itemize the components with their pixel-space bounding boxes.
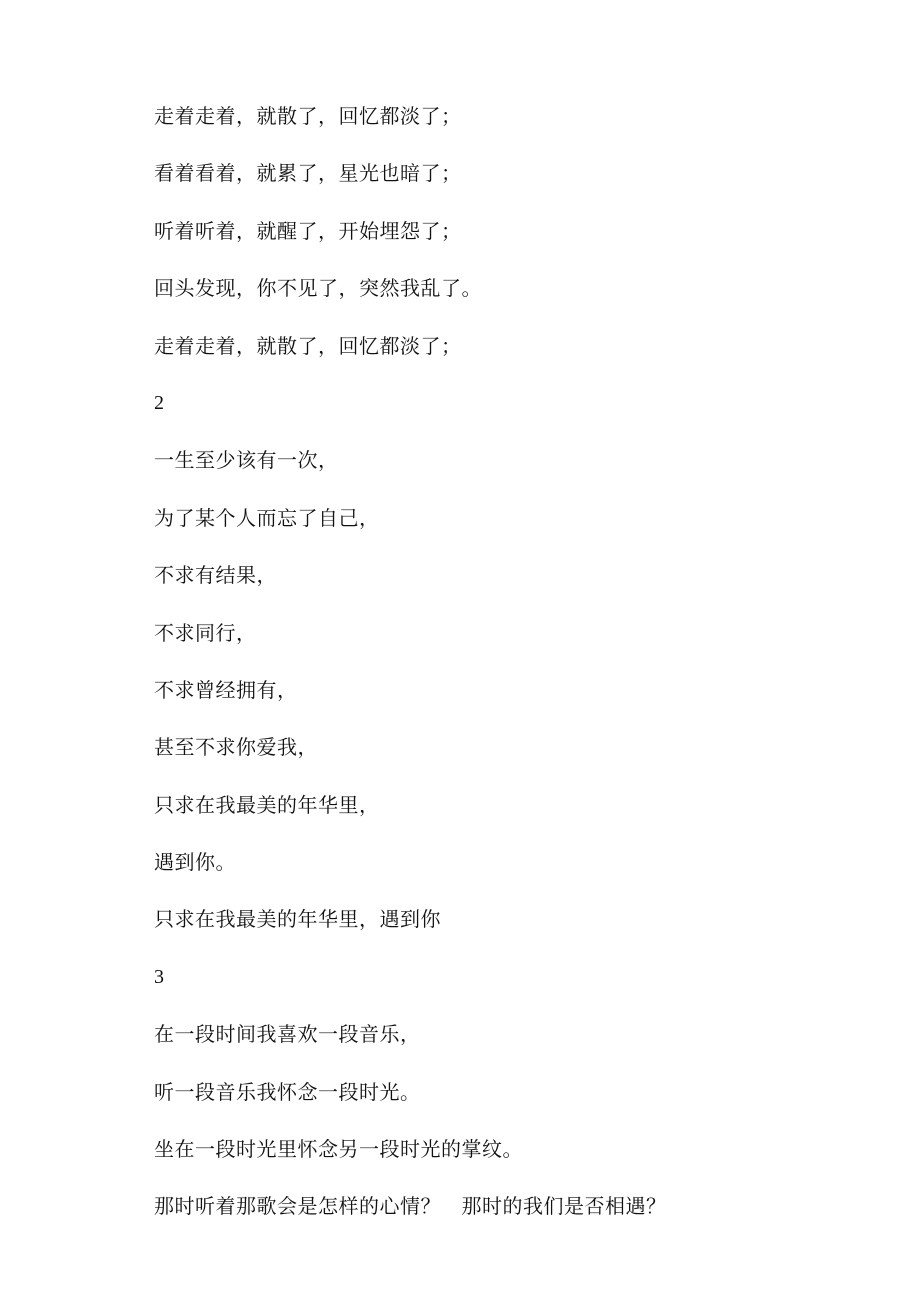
text-line: 看着看着，就累了，星光也暗了； <box>154 161 462 186</box>
text-line: 走着走着，就散了，回忆都淡了； <box>154 333 462 358</box>
section-number: 3 <box>154 965 165 988</box>
text-line: 不求曾经拥有， <box>154 677 298 702</box>
text-line: 在一段时间我喜欢一段音乐， <box>154 1022 421 1047</box>
text-line: 甚至不求你爱我， <box>154 735 318 760</box>
text-line: 那时听着那歌会是怎样的心情？ 那时的我们是否相遇？ <box>154 1194 667 1219</box>
text-line: 不求同行， <box>154 620 257 645</box>
text-line: 一生至少该有一次， <box>154 448 339 473</box>
text-line: 不求有结果， <box>154 563 277 588</box>
text-line: 遇到你。 <box>154 850 236 875</box>
text-line: 为了某个人而忘了自己， <box>154 505 380 530</box>
text-line: 听着听着，就醒了，开始埋怨了； <box>154 218 462 243</box>
text-line: 只求在我最美的年华里， <box>154 792 380 817</box>
text-line: 走着走着，就散了，回忆都淡了； <box>154 104 462 128</box>
section-number: 2 <box>154 391 165 414</box>
document-body <box>154 98 854 1246</box>
text-line: 听一段音乐我怀念一段时光。 <box>154 1079 421 1104</box>
text-line: 回头发现，你不见了，突然我乱了。 <box>154 276 482 301</box>
text-line: 坐在一段时光里怀念另一段时光的掌纹。 <box>154 1137 523 1162</box>
text-line: 只求在我最美的年华里，遇到你 <box>154 907 441 932</box>
